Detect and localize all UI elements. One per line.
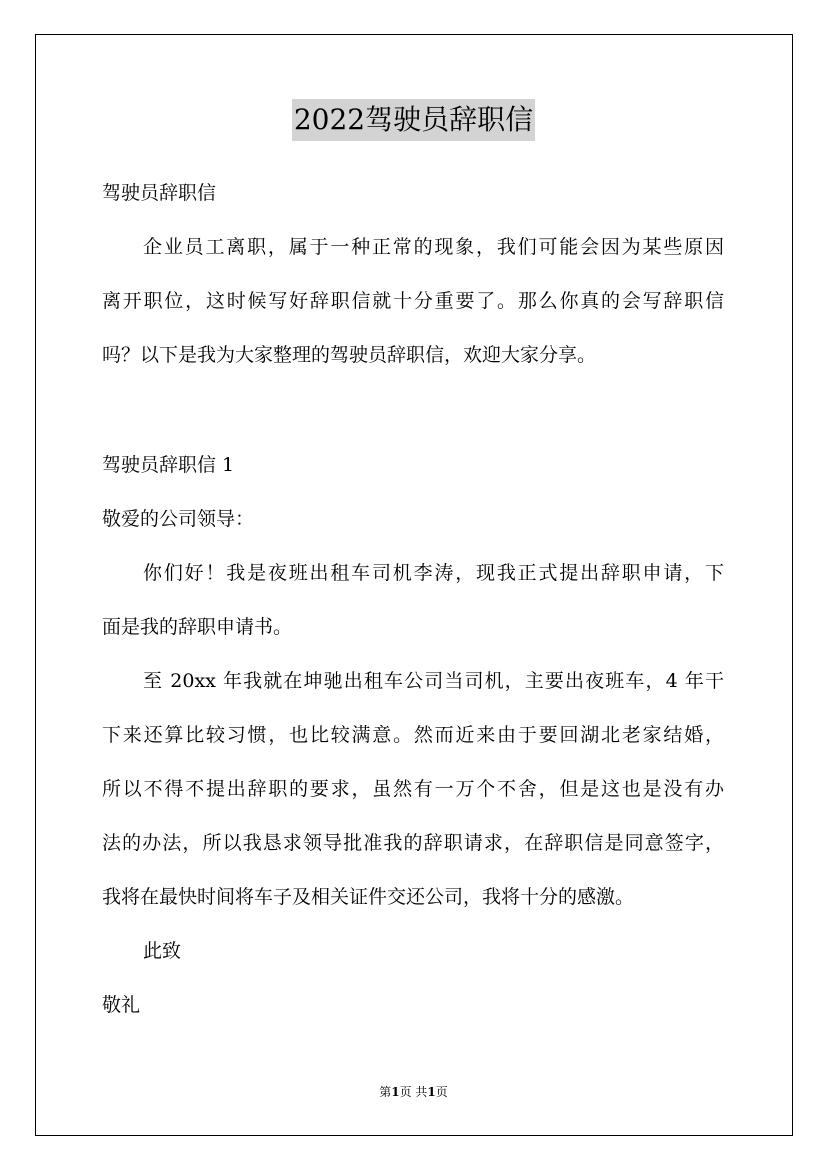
footer-page-number: 1	[391, 1085, 400, 1099]
footer-total-pages: 1	[427, 1085, 436, 1099]
intro-line-1: 企业员工离职，属于一种正常的现象，我们可能会因为某些原因	[143, 236, 724, 258]
para2-line-1: 至 20xx 年我就在坤驰出租车公司当司机，主要出夜班车，4 年干	[143, 670, 724, 692]
page-footer	[0, 1084, 827, 1100]
para2-line-2: 下来还算比较习惯，也比较满意。然而近来由于要回湖北老家结婚，	[102, 724, 724, 746]
salutation: 敬爱的公司领导：	[102, 508, 255, 530]
closing: 此致	[143, 940, 182, 962]
para1-line-2: 面是我的辞职申请书。	[102, 616, 293, 638]
letter-heading: 驾驶员辞职信 1	[102, 454, 235, 476]
footer-prefix: 第	[379, 1085, 392, 1099]
footer-middle: 页 共	[399, 1085, 428, 1099]
para2-line-3: 所以不得不提出辞职的要求，虽然有一万个不舍，但是这也是没有办	[102, 778, 724, 800]
document-title: 2022驾驶员辞职信	[292, 99, 535, 141]
footer-suffix: 页	[435, 1085, 448, 1099]
para2-line-4: 法的办法，所以我恳求领导批准我的辞职请求，在辞职信是同意签字，	[102, 832, 724, 854]
intro-line-2: 离开职位，这时候写好辞职信就十分重要了。那么你真的会写辞职信	[102, 290, 724, 312]
title-container	[0, 99, 827, 141]
para2-line-5: 我将在最快时间将车子及相关证件交还公司，我将十分的感激。	[102, 886, 635, 908]
regards: 敬礼	[102, 994, 141, 1016]
intro-line-3: 吗？以下是我为大家整理的驾驶员辞职信，欢迎大家分享。	[102, 344, 597, 366]
para1-line-1: 你们好！我是夜班出租车司机李涛，现我正式提出辞职申请，下	[143, 562, 724, 584]
subtitle: 驾驶员辞职信	[102, 182, 217, 204]
